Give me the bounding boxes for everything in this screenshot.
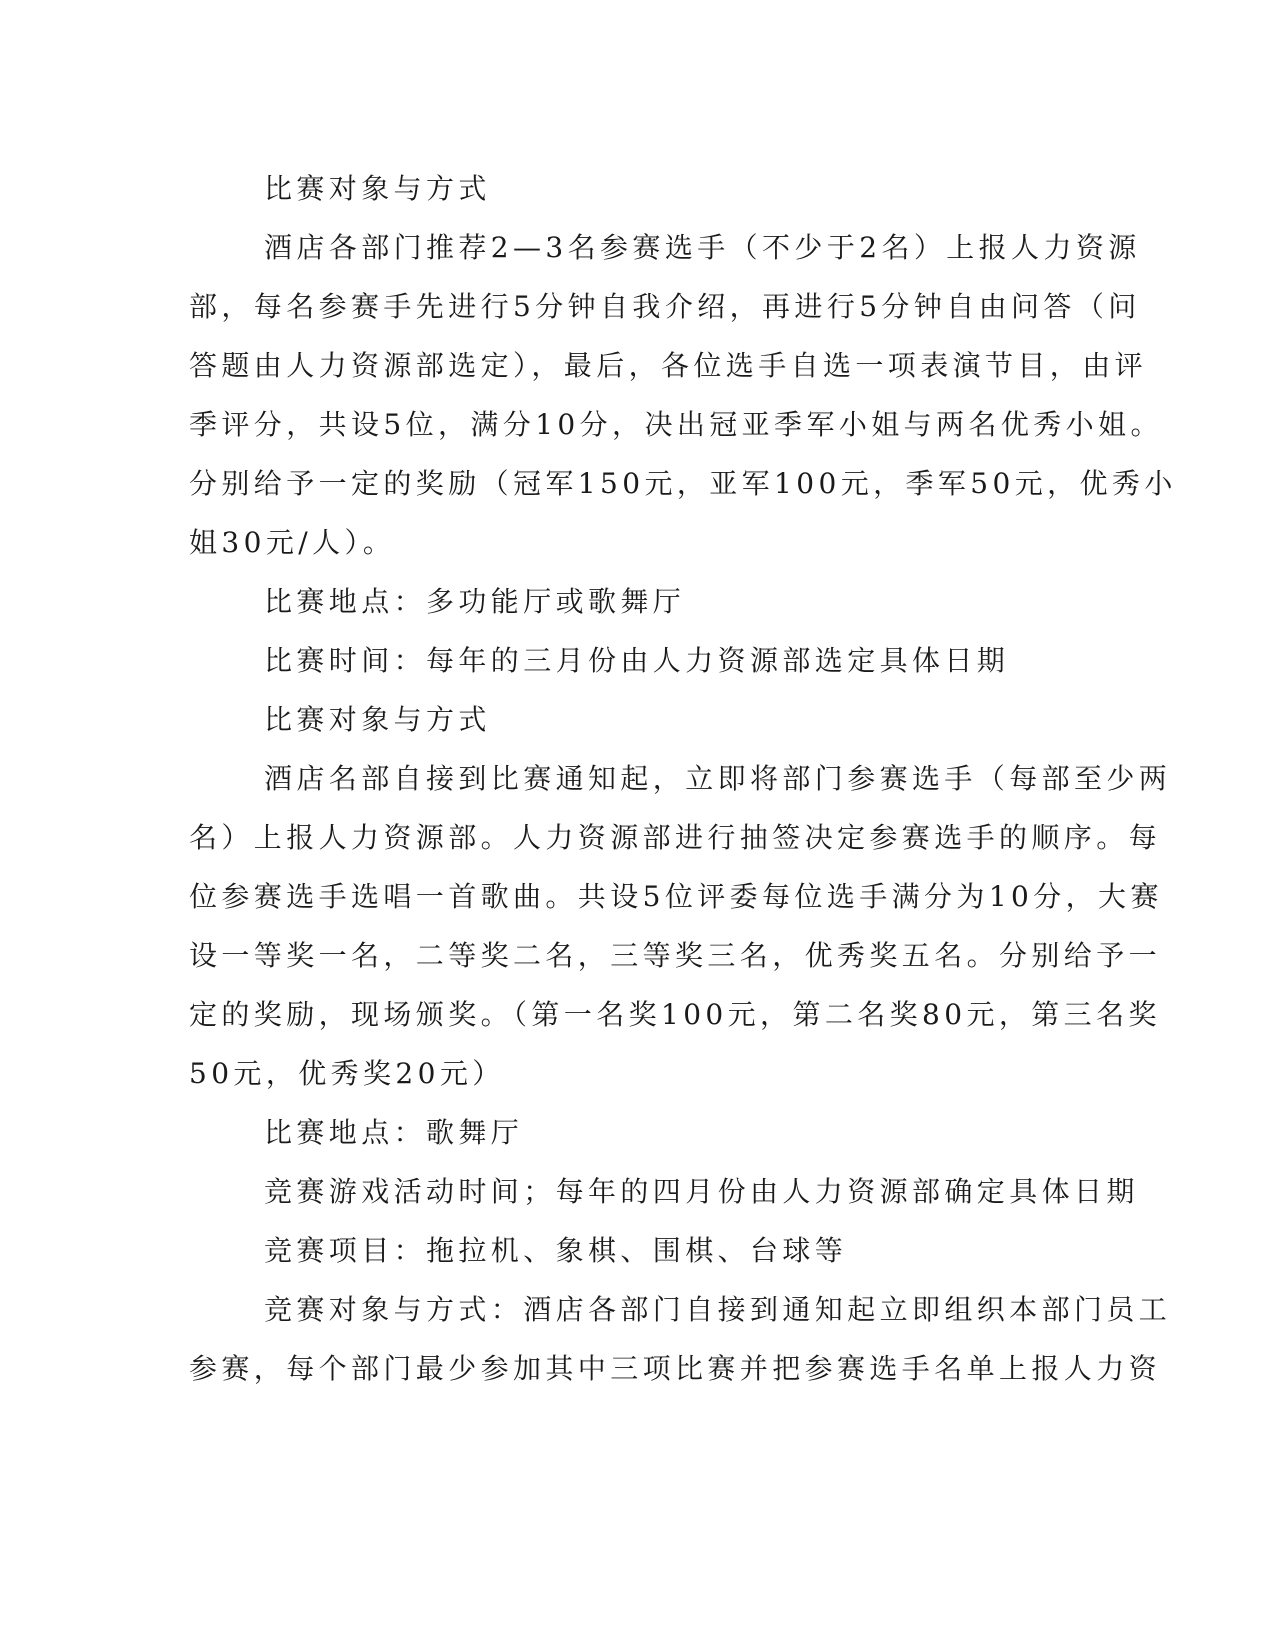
paragraph-line: 比赛地点：歌舞厅 — [264, 1116, 524, 1149]
paragraph-line: 分别给予一定的奖励（冠军150元，亚军100元，季军50元，优秀小 — [189, 467, 1177, 500]
paragraph-line: 定的奖励，现场颁奖。（第一名奖100元，第二名奖80元，第三名奖 — [189, 998, 1161, 1031]
paragraph-line: 位参赛选手选唱一首歌曲。共设5位评委每位选手满分为10分，大赛 — [189, 880, 1163, 913]
paragraph-line: 部，每名参赛手先进行5分钟自我介绍，再进行5分钟自由问答（问 — [189, 290, 1141, 323]
paragraph-line: 竞赛游戏活动时间；每年的四月份由人力资源部确定具体日期 — [264, 1175, 1139, 1208]
paragraph-line: 50元，优秀奖20元） — [189, 1057, 505, 1090]
paragraph-line: 姐30元/人）。 — [189, 526, 396, 559]
paragraph-line: 竞赛对象与方式：酒店各部门自接到通知起立即组织本部门员工 — [264, 1293, 1172, 1326]
paragraph-line: 名）上报人力资源部。人力资源部进行抽签决定参赛选手的顺序。每 — [189, 821, 1162, 854]
paragraph-line: 酒店名部自接到比赛通知起，立即将部门参赛选手（每部至少两 — [264, 762, 1172, 795]
paragraph-line: 答题由人力资源部选定），最后，各位选手自选一项表演节目，由评 — [189, 349, 1148, 382]
paragraph-line: 竞赛项目：拖拉机、象棋、围棋、台球等 — [264, 1234, 848, 1267]
paragraph-line: 季评分，共设5位，满分10分，决出冠亚季军小姐与两名优秀小姐。 — [189, 408, 1163, 441]
section-heading: 比赛对象与方式 — [264, 703, 491, 736]
paragraph-line: 比赛时间：每年的三月份由人力资源部选定具体日期 — [264, 644, 1010, 677]
paragraph-line: 酒店各部门推荐2—3名参赛选手（不少于2名）上报人力资源 — [264, 231, 1141, 264]
paragraph-line: 参赛，每个部门最少参加其中三项比赛并把参赛选手名单上报人力资 — [189, 1352, 1162, 1385]
paragraph-line: 设一等奖一名，二等奖二名，三等奖三名，优秀奖五名。分别给予一 — [189, 939, 1162, 972]
section-heading: 比赛对象与方式 — [264, 172, 491, 205]
paragraph-line: 比赛地点：多功能厅或歌舞厅 — [264, 585, 686, 618]
